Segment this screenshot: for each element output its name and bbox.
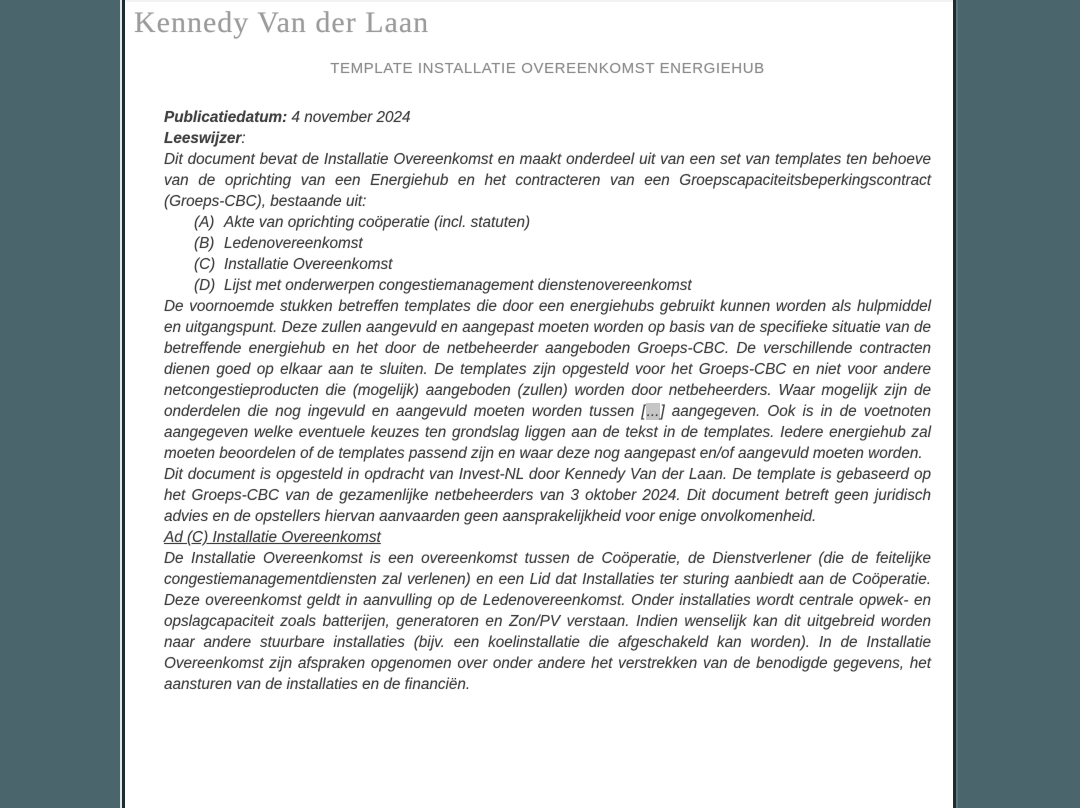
page-content [125,0,953,695]
list-item-marker: (A) [194,214,215,231]
placeholder-highlight: ... [646,403,660,420]
list-item [194,275,931,296]
publication-label: Publicatiedatum: [164,109,288,126]
leeswijzer-heading-line [164,128,931,149]
list-item-marker: (C) [194,256,216,273]
list-item-marker: (B) [194,235,215,252]
list-item [194,254,931,275]
list-item-marker: (D) [194,277,216,294]
document-body [164,107,931,695]
publication-date: 4 november 2024 [291,109,411,126]
leeswijzer-colon: : [241,130,246,147]
template-list [164,212,931,296]
leeswijzer-intro-paragraph: Dit document bevat de Installatie Overeenkomst en maakt onderdeel uit van een set van templates ten behoeve van de oprichting van een Energiehub en het contracteren van een Groepscapaciteitsbeperkingscontract (Groeps-CBC), bestaande uit: [164,151,931,210]
placeholder-bracket-open: [ [641,403,646,420]
list-item-text: Lijst met onderwerpen congestiemanagement dienstenovereenkomst [224,277,692,294]
section-paragraph: De Installatie Overeenkomst is een overeenkomst tussen de Coöperatie, de Dienstverlener (die de feitelijke congestiemanagementdiensten zal verlenen) en een Lid dat Installaties ter sturing aanbiedt aan de Coöperatie. Deze overeenkomst geldt in aanvulling op de Ledenovereenkomst. Onder installaties wordt centrale opwek- en opslagcapaciteit zoals batterijen, generatoren en Zon/PV verstaan. Indien wenselijk kan dit uitgebreid worden naar andere stuurbare installaties (bijv. een koelinstallatie die afgeschakeld kan worden). In de Installatie Overeenkomst zijn afspraken opgenomen over onder andere het verstrekken van de benodigde gegevens, het aansturen van de installaties en de financiën. [164,550,931,693]
leeswijzer-heading: Leeswijzer [164,130,242,147]
list-item-text: Akte van oprichting coöperatie (incl. statuten) [224,214,531,231]
list-item-text: Installatie Overeenkomst [224,256,393,273]
list-item [194,233,931,254]
document-title: TEMPLATE INSTALLATIE OVEREENKOMST ENERGIEHUB [330,60,765,77]
firm-logo: Kennedy Van der Laan [134,6,430,39]
placeholder-bracket-close: ] [660,403,665,420]
section-heading: Ad (C) Installatie Overeenkomst [164,529,381,546]
templates-paragraph [164,296,931,464]
templates-paragraph-after: aangegeven. Ook is in de voetnoten aangegeven welke eventuele keuzes ten grondslag liggen aan de tekst in de templates. Iedere energiehub zal moeten beoordelen of de templates passend zijn en waar deze nog aangepast en/of aangevuld moeten worden. [164,403,931,462]
document-page [122,0,956,808]
publication-line [164,107,931,128]
list-item-text: Ledenovereenkomst [224,235,363,252]
templates-paragraph-before: De voornoemde stukken betreffen templates die door een energiehubs gebruikt kunnen worden als hulpmiddel en uitgangspunt. Deze zullen aangevuld en aangepast moeten worden op basis van de specifieke situatie van de betreffende energiehub en het door de netbeheerder aangeboden Groeps-CBC. De verschillende contracten dienen goed op elkaar aan te sluiten. De templates zijn opgesteld voor het Groeps-CBC en niet voor andere netcongestieproducten die (mogelijk) aangeboden (zullen) worden door netbeheerders. Waar mogelijk zijn de onderdelen die nog ingevuld en aangevuld moeten worden tussen [164,298,931,420]
disclaimer-paragraph: Dit document is opgesteld in opdracht van Invest-NL door Kennedy Van der Laan. De template is gebaseerd op het Groeps-CBC van de gezamenlijke netbeheerders van 3 oktober 2024. Dit document betreft geen juridisch advies en de opstellers hiervan aanvaarden geen aansprakelijkheid voor enige onvolkomenheid. [164,466,931,525]
list-item [194,212,931,233]
